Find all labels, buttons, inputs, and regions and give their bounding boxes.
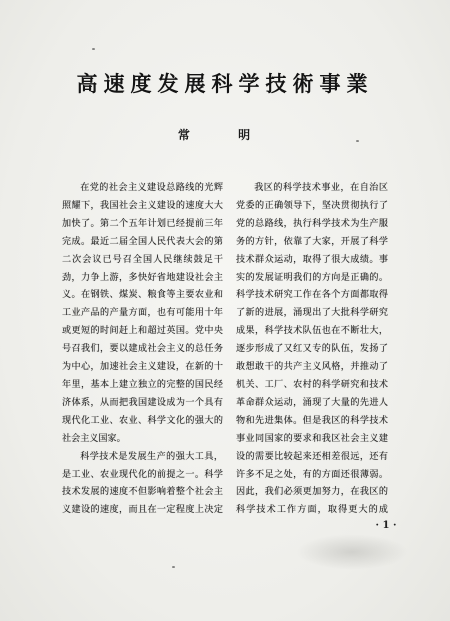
paper-speck bbox=[92, 48, 95, 50]
article-title: 高速度发展科学技術事業 bbox=[76, 71, 374, 96]
paper-speck bbox=[356, 140, 359, 142]
left-text-column bbox=[62, 180, 223, 520]
author-name: 常 明 bbox=[177, 128, 273, 142]
paragraph: 在党的社会主义建设总路线的光辉照耀下，我国社会主义建设的速度大大加快了。第二个五年计划已经提前三年完成。最近二届全国人民代表大会的第二次会议已号召全国人民继续鼓足干劲，力争上游，多快好省地建设社会主义。在钢铁、煤炭、粮食等主要农业和工业产品的产量方面，也有可能用十年或更短的时间赶上和超过英国。党中央号召我们，要以建成社会主义的总任务为中心，加速社会主义建设，在新的十年里，基本上建立独立的完整的国民经济体系，从而把我国建设成为一个具有现代化工业、农业、科学文化的强大的社会主义国家。 bbox=[62, 183, 223, 444]
paragraph: 我区的科学技术事业，在自治区党委的正确领导下，坚决贯彻执行了党的总路线，执行科学技术为生产服务的方针，依靠了大家，开展了科学技术群众运动，取得了很大成绩。事实的发展证明我们的方向是正确的。科学技术研究工作在各个方面都取得了新的进展，涌现出了大批科学研究成果，科学技术队伍也在不断壮大，逐步形成了又红又专的队伍，发扬了敢想敢干的共产主义风格，并推动了机关、工厂、农村的科学研究和技术革命群众运动，涌现了大量的先进人物和先进集体。但是我区的科学技术事业同国家的要求和我区社会主义建设的需要比较起来还相差很远，还有许多不足之处，有的方面还很薄弱。因此，我们必须更加努力，在我区的科学技术工作方面，取得更大的成 bbox=[236, 183, 388, 516]
paper-speck bbox=[172, 566, 175, 568]
right-text-column bbox=[236, 180, 388, 520]
paragraph: 科学技术是发展生产的强大工具，是工业、农业现代化的前提之一。科学技术发展的速度不但影响着整个社会主义建设的速度，而且在一定程度上决定 bbox=[62, 451, 223, 516]
paper-stain bbox=[296, 534, 408, 570]
page-number: · 1 · bbox=[375, 520, 397, 531]
